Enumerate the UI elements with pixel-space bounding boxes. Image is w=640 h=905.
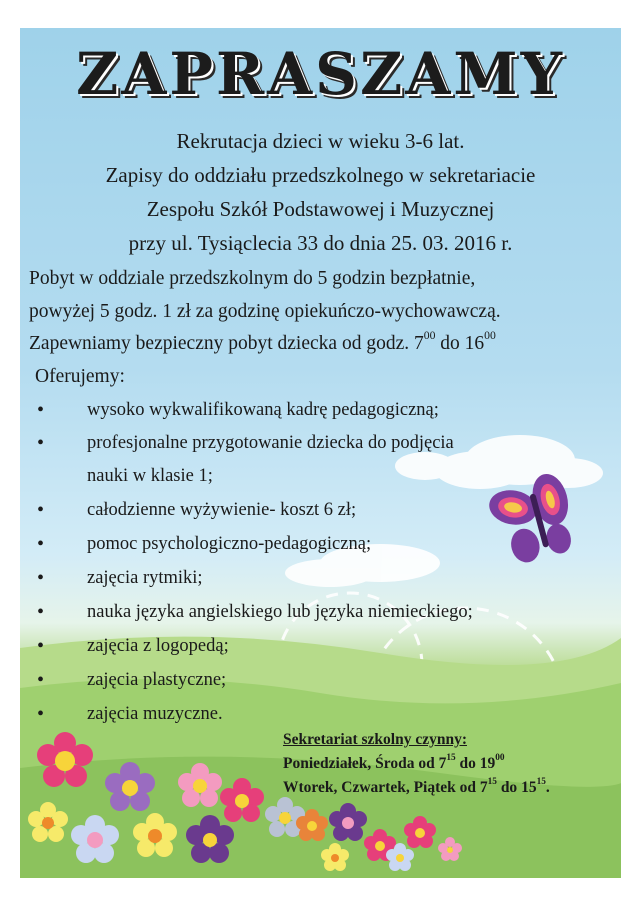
- office-hours-row: Wtorek, Czwartek, Piątek od $7^{15}$ do $15^{15}$.: [283, 776, 550, 796]
- stay-info-line: powyżej 5 godz. 1 zł za godzinę opiekuńczo-wychowawczą.: [29, 301, 501, 322]
- intro-line: Zapisy do oddziału przedszkolnego w sekretariacie: [105, 163, 536, 187]
- offer-text: nauki w klasie 1;: [87, 466, 213, 486]
- bullet-icon: •: [37, 499, 45, 521]
- bullet-icon: •: [37, 432, 45, 454]
- bullet-icon: •: [37, 567, 45, 589]
- offer-text: całodzienne wyżywienie- koszt 6 zł;: [87, 500, 357, 520]
- office-hours-row: Poniedziałek, Środa od $7^{15}$ do $19^{00}$: [283, 752, 505, 772]
- offer-text: zajęcia muzyczne.: [87, 704, 223, 724]
- bullet-icon: •: [37, 533, 45, 555]
- offer-text: nauka języka angielskiego lub języka niemieckiego;: [87, 602, 473, 622]
- intro-line: Zespołu Szkół Podstawowej i Muzycznej: [146, 197, 495, 221]
- offer-text: pomoc psychologiczno-pedagogiczną;: [87, 534, 372, 554]
- stay-info-line: Pobyt w oddziale przedszkolnym do 5 godzin bezpłatnie,: [29, 268, 476, 289]
- bullet-icon: •: [37, 669, 45, 691]
- offer-text: zajęcia plastyczne;: [87, 670, 227, 690]
- offer-text: zajęcia z logopedą;: [87, 636, 229, 656]
- bullet-icon: •: [37, 703, 45, 725]
- bullet-icon: •: [37, 601, 45, 623]
- safe-stay-line: Zapewniamy bezpieczny pobyt dziecka od godz. $7^{00}$ do $16^{00}$: [29, 329, 496, 354]
- bullet-icon: •: [37, 635, 45, 657]
- intro-line: Rekrutacja dzieci w wieku 3-6 lat.: [176, 129, 465, 153]
- offer-text: wysoko wykwalifikowaną kadrę pedagogiczną;: [87, 400, 439, 420]
- poster-title: ZAPRASZAMY: [76, 40, 565, 108]
- intro-line: przy ul. Tysiąclecia 33 do dnia 25. 03. 2016 r.: [128, 231, 513, 255]
- office-hours: [283, 728, 550, 800]
- offer-text: profesjonalne przygotowanie dziecka do podjęcia: [87, 433, 454, 453]
- offer-heading: Oferujemy:: [35, 366, 125, 387]
- bullet-icon: •: [37, 399, 45, 421]
- poster: [20, 28, 621, 878]
- office-hours-title: Sekretariat szkolny czynny:: [283, 731, 467, 748]
- offer-text: zajęcia rytmiki;: [87, 568, 203, 588]
